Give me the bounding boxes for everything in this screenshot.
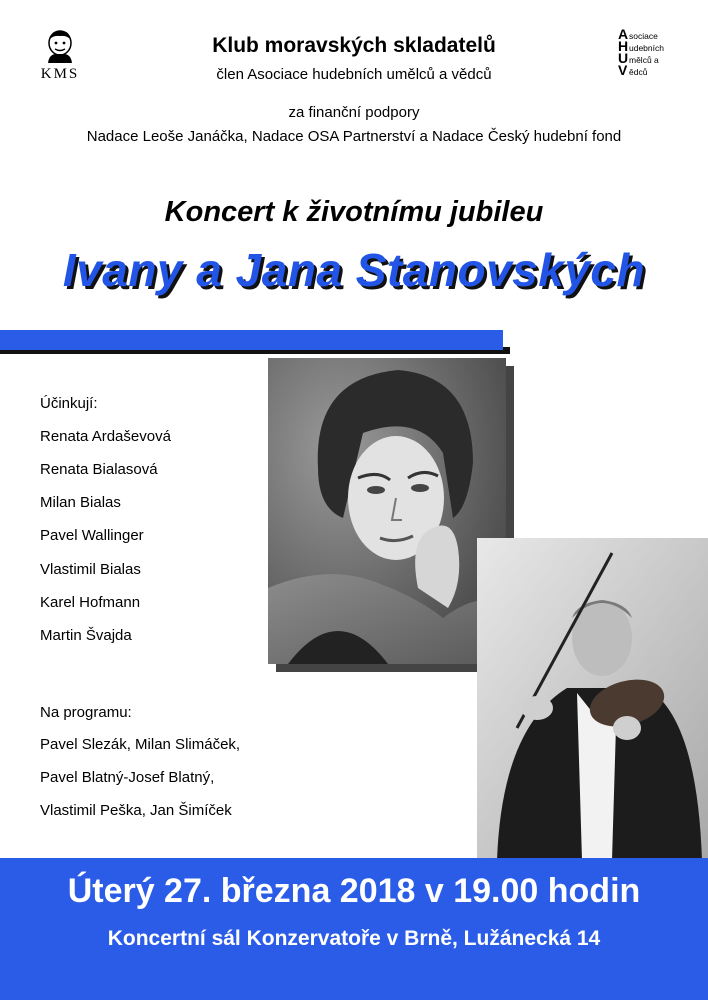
ahuv-letter: A [618, 26, 629, 42]
support-line-1: za finanční podpory [288, 104, 420, 121]
club-subtitle: člen Asociace hudebních umělců a vědců [216, 66, 492, 83]
performer-item: Martin Švajda [40, 627, 132, 644]
ahuv-word: mělců a [629, 55, 659, 65]
ahuv-word: sociace [629, 31, 658, 41]
program-item: Vlastimil Peška, Jan Šimíček [40, 802, 232, 819]
performer-item: Vlastimil Bialas [40, 561, 141, 578]
performer-item: Renata Bialasová [40, 461, 158, 478]
concert-date: Úterý 27. března 2018 v 19.00 hodin [67, 872, 641, 910]
club-name: Klub moravských skladatelů [212, 34, 496, 57]
concert-venue: Koncertní sál Konzervatoře v Brně, Lužánecká 14 [107, 927, 601, 950]
portrait-photo-violinist [477, 538, 708, 860]
kms-logo-text: KMS [40, 66, 80, 82]
program-item: Pavel Blatný-Josef Blatný, [40, 769, 215, 786]
ahuv-letter: V [618, 62, 628, 78]
program-item: Pavel Slezák, Milan Slimáček, [40, 736, 241, 753]
performer-item: Milan Bialas [40, 494, 121, 511]
band-top [0, 330, 503, 350]
program-heading: Na programu: [40, 704, 132, 721]
concert-title: Koncert k životnímu jubileu [164, 196, 544, 228]
ahuv-letter: U [618, 50, 629, 66]
support-line-2: Nadace Leoše Janáčka, Nadace OSA Partnerství a Nadace Český hudební fond [86, 128, 622, 145]
performers-heading: Účinkují: [40, 395, 98, 412]
performer-item: Pavel Wallinger [40, 527, 144, 544]
ahuv-letter: H [618, 38, 629, 54]
portrait-photo-woman [268, 358, 506, 664]
ahuv-word: udebních [629, 43, 664, 53]
performer-item: Renata Ardaševová [40, 428, 171, 445]
performer-item: Karel Hofmann [40, 594, 141, 611]
portrait-woman-image [268, 358, 506, 664]
portrait-violinist-image [477, 538, 708, 860]
ahuv-word: ědců [629, 67, 648, 77]
jubilee-names: Ivany a Jana Stanovských [62, 244, 646, 296]
